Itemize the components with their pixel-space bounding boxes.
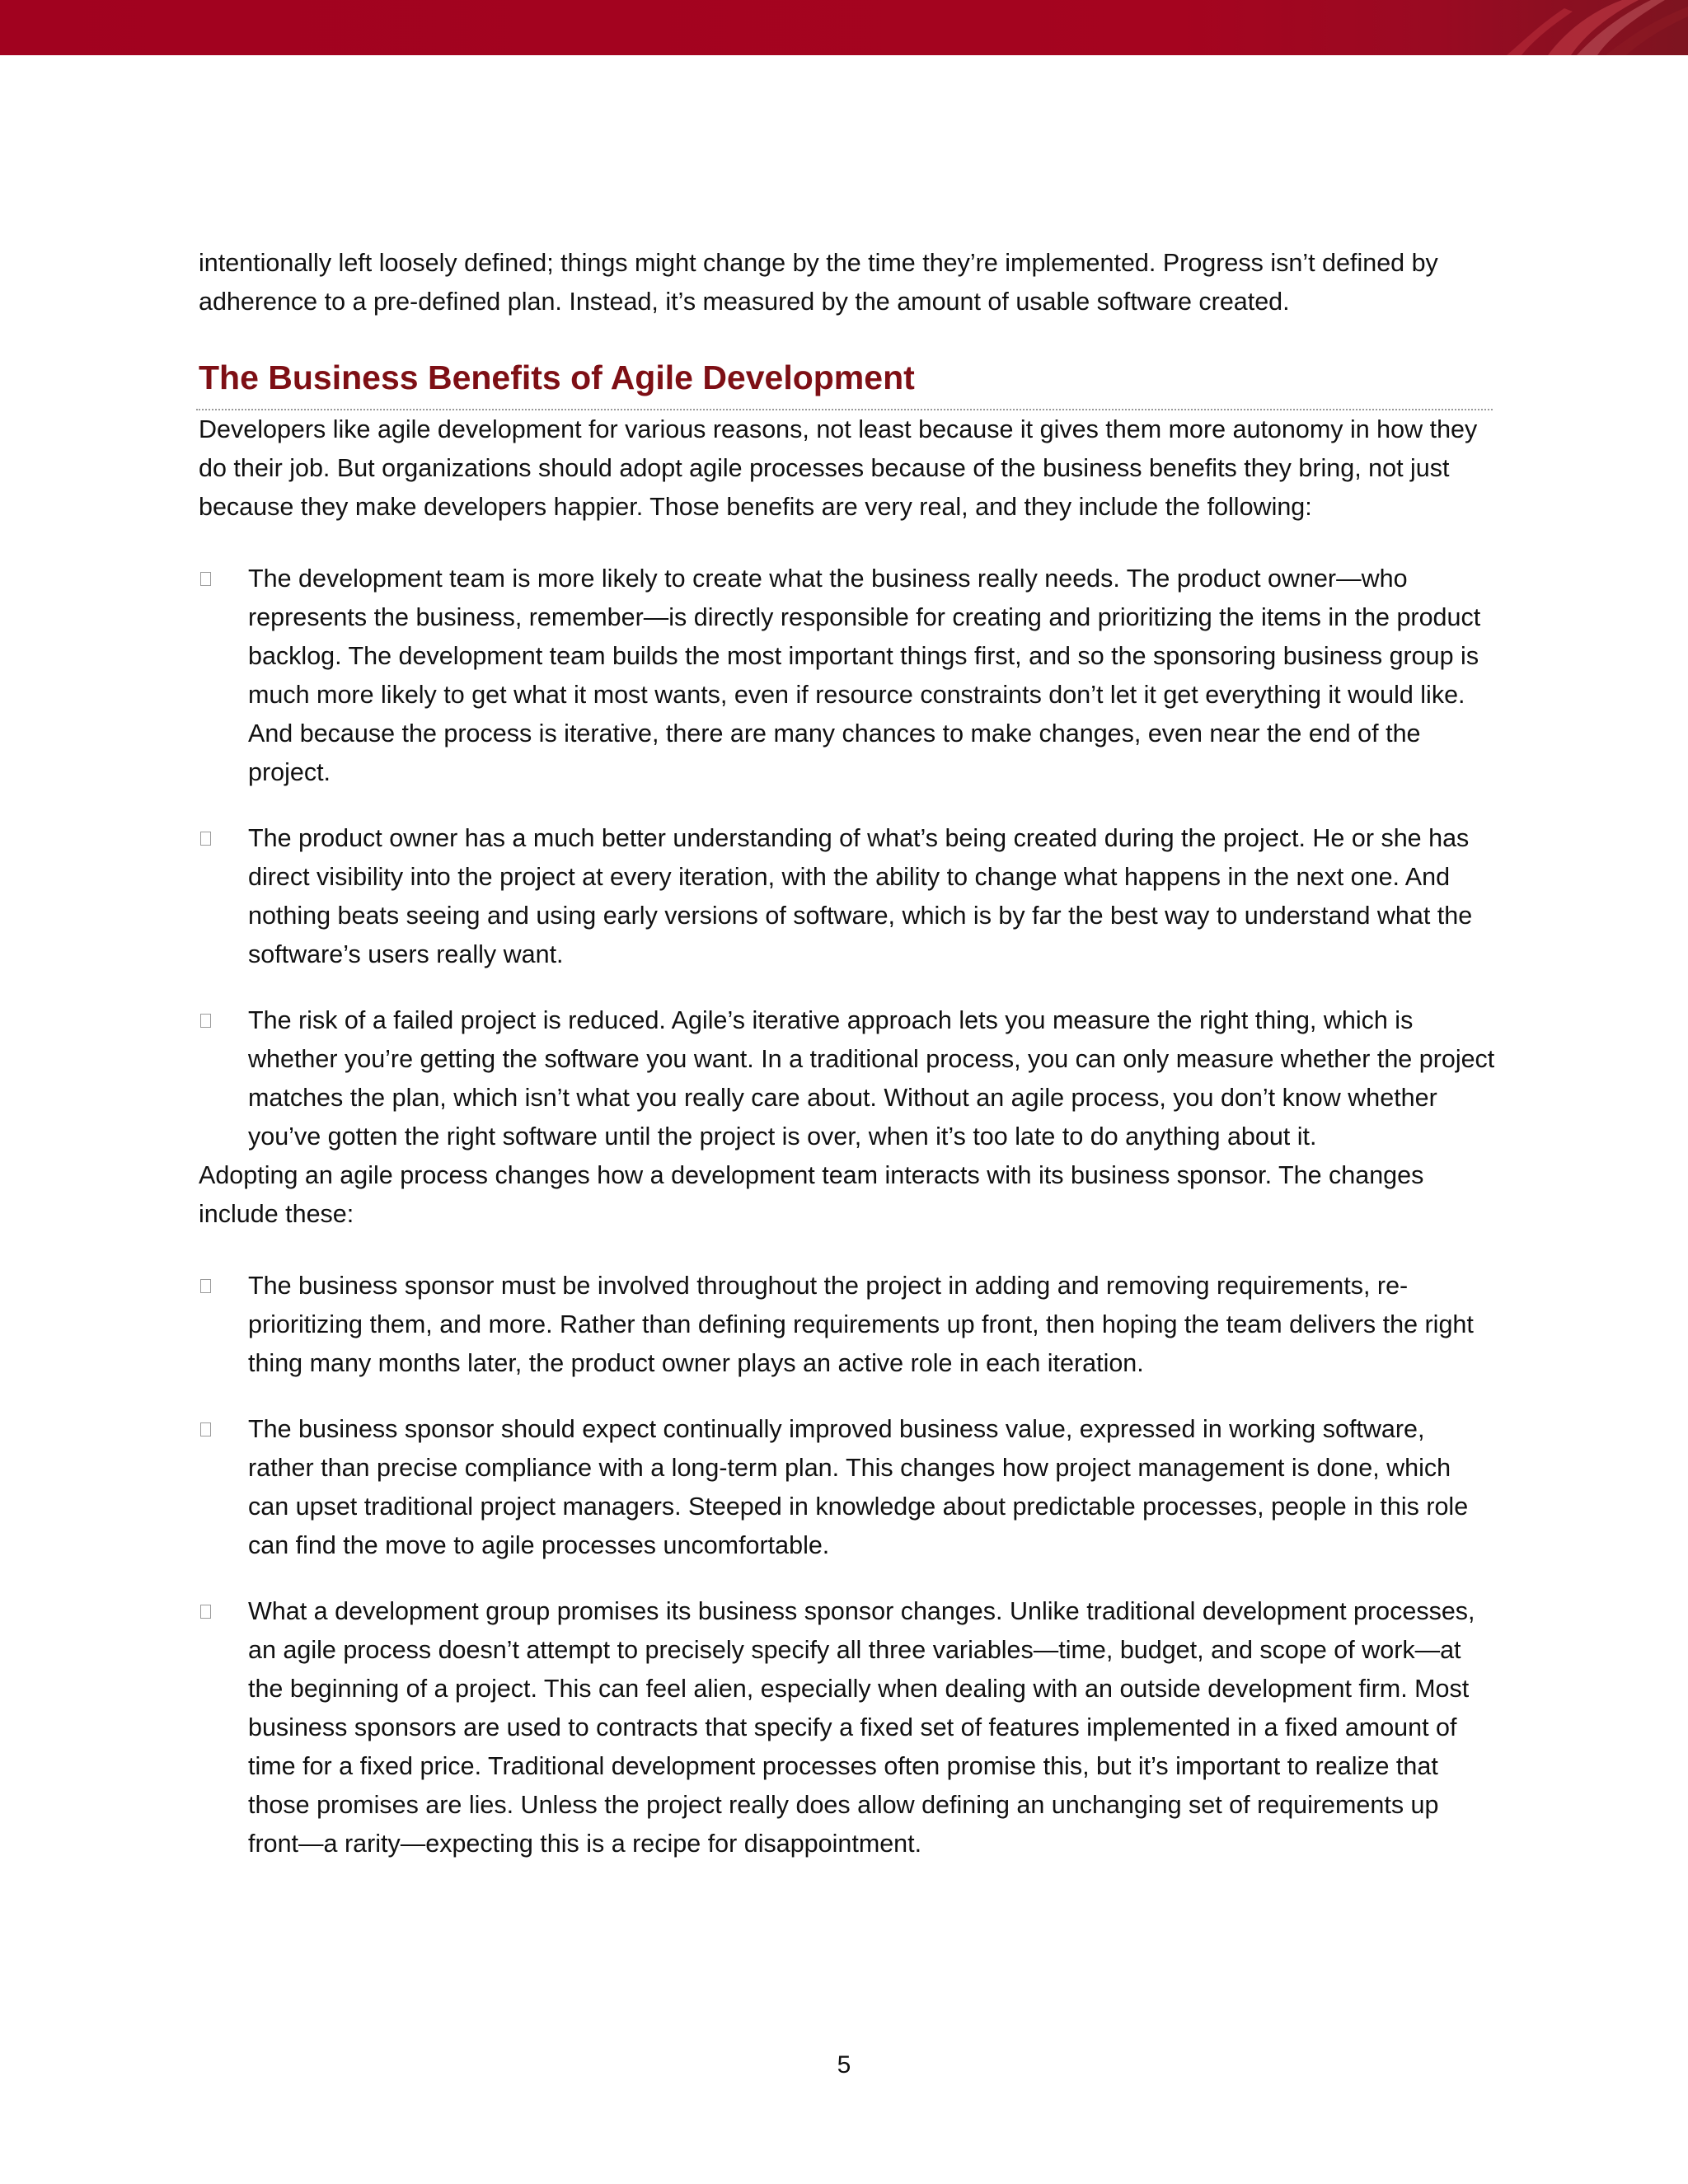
bullet-icon xyxy=(200,1279,211,1293)
list-item xyxy=(199,819,1495,974)
bullet-icon xyxy=(200,572,211,586)
lead-paragraph: Developers like agile development for various reasons, not least because it gives them more autonomy in how they do their job. But organizations should adopt agile processes because of the business benefits they bring, not just because they make developers happier. Those benefits are very real, and they include the following: xyxy=(199,415,1478,521)
banner-brush-decoration xyxy=(1424,0,1688,55)
list-item-text: The development team is more likely to create what the business really needs. The product owner—who represents the business, remember—is directly responsible for creating and prioritizing the items in the product backlog. The development team builds the most important things first, and so the sponsoring business group is much more likely to get what it most wants, even if resource constraints don’t let it get everything it would like. And because the process is iterative, there are many chances to make changes, even near the end of the project. xyxy=(248,565,1481,786)
list-item xyxy=(199,1001,1495,1156)
changes-paragraph: Adopting an agile process changes how a development team interacts with its business sponsor. The changes include these: xyxy=(199,1161,1424,1228)
list-item xyxy=(199,560,1495,792)
header-banner xyxy=(0,0,1688,55)
page-number: 5 xyxy=(837,2051,851,2079)
list-item-text: The risk of a failed project is reduced. Agile’s iterative approach lets you measure the right thing, which is whether you’re getting the software you want. In a traditional process, you can only measure whether the project matches the plan, which isn’t what you really care about. Without an agile process, you don’t know whether you’ve gotten the right software until the project is over, when it’s too late to do anything about it. xyxy=(248,1006,1495,1151)
section-heading: The Business Benefits of Agile Development xyxy=(196,354,1493,410)
benefits-list xyxy=(199,560,1495,1156)
list-item xyxy=(199,1410,1495,1565)
list-item-text: The business sponsor should expect continually improved business value, expressed in working software, rather than precise compliance with a long-term plan. This changes how project management is done, which can upset traditional project managers. Steeped in knowledge about predictable processes, people in this role can find the move to agile processes uncomfortable. xyxy=(248,1415,1469,1559)
bullet-icon xyxy=(200,1014,211,1028)
list-item-text: The product owner has a much better understanding of what’s being created during the project. He or she has direct visibility into the project at every iteration, with the ability to change what happens in the next one. And nothing beats seeing and using early versions of software, which is by far the best way to understand what the software’s users really want. xyxy=(248,824,1473,968)
intro-paragraph: intentionally left loosely defined; things might change by the time they’re implemented. Progress isn’t defined by adherence to a pre-defined plan. Instead, it’s measured by the amount of usable software created. xyxy=(199,249,1438,316)
bullet-icon xyxy=(200,832,211,846)
changes-list xyxy=(199,1267,1495,1863)
page-content xyxy=(199,244,1495,1863)
list-item-text: The business sponsor must be involved throughout the project in adding and removing requirements, re-prioritizing them, and more. Rather than defining requirements up front, then hoping the team delivers the right thing many months later, the product owner plays an active role in each iteration. xyxy=(248,1272,1474,1377)
list-item xyxy=(199,1592,1495,1863)
bullet-icon xyxy=(200,1422,211,1436)
list-item xyxy=(199,1267,1495,1383)
list-item-text: What a development group promises its business sponsor changes. Unlike traditional development processes, an agile process doesn’t attempt to precisely specify all three variables—time, budget, and scope of work—at the beginning of a project. This can feel alien, especially when dealing with an outside development firm. Most business sponsors are used to contracts that specify a fixed set of features implemented in a fixed amount of time for a fixed price. Traditional development processes often promise this, but it’s important to realize that those promises are lies. Unless the project really does allow defining an unchanging set of requirements up front—a rarity—expecting this is a recipe for disappointment. xyxy=(248,1597,1475,1858)
bullet-icon xyxy=(200,1605,211,1619)
